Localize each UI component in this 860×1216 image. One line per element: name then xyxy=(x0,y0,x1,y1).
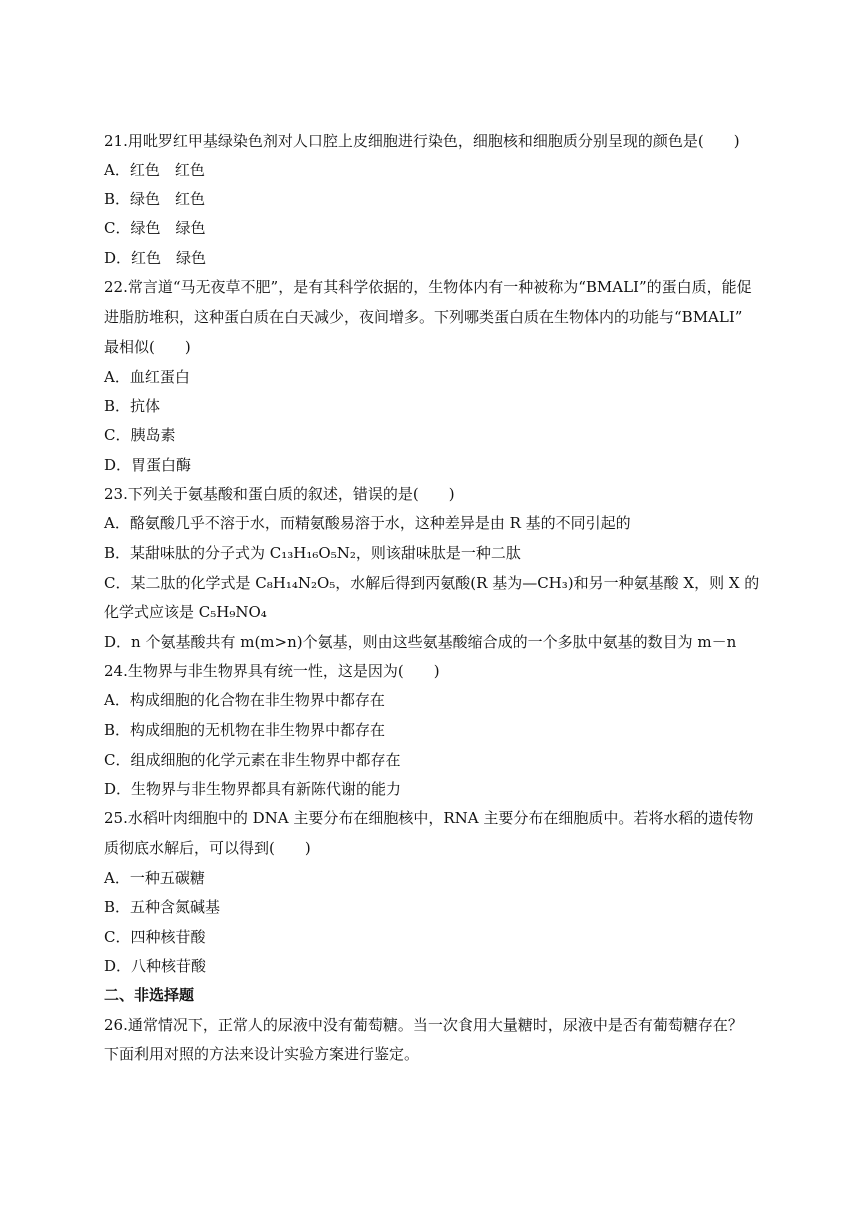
question-24-stem: 24.生物界与非生物界具有统一性，这是因为( ) xyxy=(104,662,440,680)
question-22-stem-line3: 最相似( ) xyxy=(104,338,191,356)
q25-option-b: B．五种含氮碱基 xyxy=(104,898,221,916)
q25-option-d: D．八种核苷酸 xyxy=(104,957,207,975)
q22-option-d: D．胃蛋白酶 xyxy=(104,456,192,474)
q23-option-d: D．n 个氨基酸共有 m(m>n)个氨基，则由这些氨基酸缩合成的一个多肽中氨基的数目为 m－n xyxy=(104,633,737,651)
q23-option-c-line1: C．某二肽的化学式是 C₈H₁₄N₂O₅，水解后得到丙氨酸(R 基为—CH₃)和另一种氨基酸 X，则 X 的 xyxy=(104,574,760,592)
section-heading-non-choice: 二、非选择题 xyxy=(104,986,195,1004)
q22-option-a: A．血红蛋白 xyxy=(104,368,190,386)
question-23-stem: 23.下列关于氨基酸和蛋白质的叙述，错误的是( ) xyxy=(104,485,455,503)
question-25-stem-line2: 质彻底水解后，可以得到( ) xyxy=(104,839,311,857)
question-22-stem-line1: 22.常言道“马无夜草不肥”，是有其科学依据的，生物体内有一种被称为“BMALI”的蛋白质，能促 xyxy=(104,278,752,296)
question-26-stem-line1: 26.通常情况下，正常人的尿液中没有葡萄糖。当一次食用大量糖时，尿液中是否有葡萄糖存在？ xyxy=(104,1016,743,1034)
q21-option-b: B．绿色 红色 xyxy=(104,190,206,208)
q23-option-b: B．某甜味肽的分子式为 C₁₃H₁₆O₅N₂，则该甜味肽是一种二肽 xyxy=(104,544,521,562)
q21-option-a: A．红色 红色 xyxy=(104,161,205,179)
q22-option-b: B．抗体 xyxy=(104,397,161,415)
q24-option-a: A．构成细胞的化合物在非生物界中都存在 xyxy=(104,691,385,709)
q24-option-b: B．构成细胞的无机物在非生物界中都存在 xyxy=(104,721,386,739)
q22-option-c: C．胰岛素 xyxy=(104,426,176,444)
q23-option-c-line2: 化学式应该是 C₅H₉NO₄ xyxy=(104,603,267,621)
question-22-stem-line2: 进脂肪堆积，这种蛋白质在白天减少，夜间增多。下列哪类蛋白质在生物体内的功能与“BMALI” xyxy=(104,308,743,326)
q24-option-c: C．组成细胞的化学元素在非生物界中都存在 xyxy=(104,751,401,769)
question-26-stem-line2: 下面利用对照的方法来设计实验方案进行鉴定。 xyxy=(104,1045,420,1063)
question-25-stem-line1: 25.水稻叶肉细胞中的 DNA 主要分布在细胞核中，RNA 主要分布在细胞质中。若将水稻的遗传物 xyxy=(104,809,754,827)
question-21-stem: 21.用吡罗红甲基绿染色剂对人口腔上皮细胞进行染色，细胞核和细胞质分别呈现的颜色是( ) xyxy=(104,132,740,150)
q24-option-d: D．生物界与非生物界都具有新陈代谢的能力 xyxy=(104,780,402,798)
q25-option-c: C．四种核苷酸 xyxy=(104,928,206,946)
q21-option-d: D．红色 绿色 xyxy=(104,249,207,267)
q21-option-c: C．绿色 绿色 xyxy=(104,219,206,237)
q23-option-a: A．酪氨酸几乎不溶于水，而精氨酸易溶于水，这种差异是由 R 基的不同引起的 xyxy=(104,514,631,532)
q25-option-a: A．一种五碳糖 xyxy=(104,869,205,887)
